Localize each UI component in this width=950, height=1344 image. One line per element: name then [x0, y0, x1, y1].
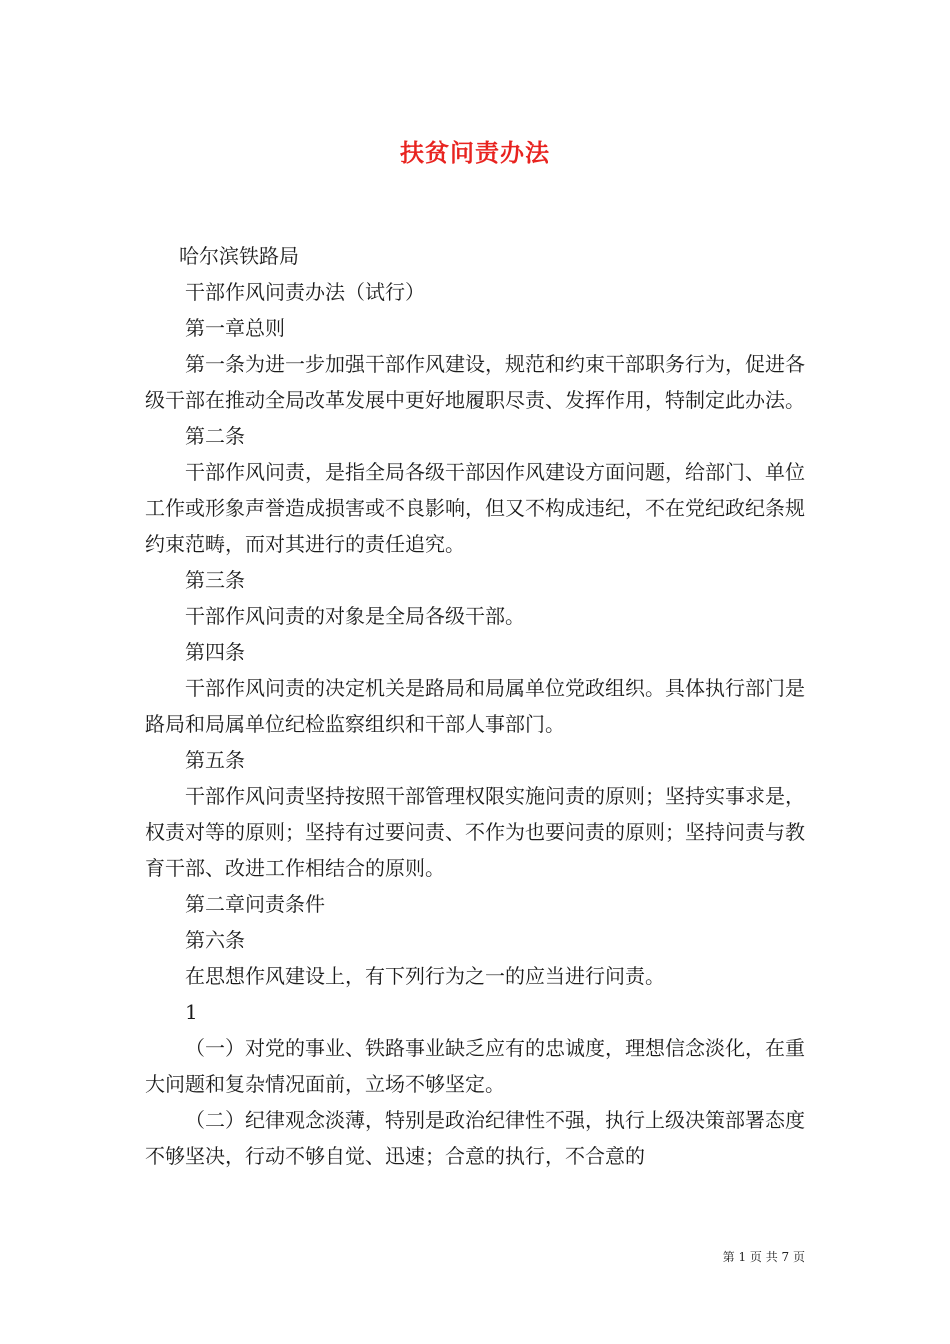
paragraph-clause-2: （二）纪律观念淡薄，特别是政治纪律性不强，执行上级决策部署态度不够坚决，行动不够自觉、迅速；合意的执行，不合意的 [145, 1108, 805, 1168]
paragraph-clause-1: （一）对党的事业、铁路事业缺乏应有的忠诚度，理想信念淡化，在重大问题和复杂情况面前，立场不够坚定。 [145, 1036, 805, 1096]
paragraph-article-5-heading: 第五条 [185, 748, 245, 772]
document-body [145, 238, 805, 1174]
paragraph-article-5: 干部作风问责坚持按照干部管理权限实施问责的原则；坚持实事求是，权责对等的原则；坚持有过要问责、不作为也要问责的原则；坚持问责与教育干部、改进工作相结合的原则。 [145, 784, 805, 880]
paragraph-doc-name: 干部作风问责办法（试行） [185, 280, 425, 304]
paragraph-article-3-heading: 第三条 [185, 568, 245, 592]
paragraph-chapter-2: 第二章问责条件 [185, 892, 325, 916]
paragraph-article-6-heading: 第六条 [185, 928, 245, 952]
paragraph-article-4: 干部作风问责的决定机关是路局和局属单位党政组织。具体执行部门是路局和局属单位纪检监察组织和干部人事部门。 [145, 676, 805, 736]
paragraph-chapter-1: 第一章总则 [185, 316, 285, 340]
paragraph-item-number: 1 [185, 1000, 198, 1024]
page-number: 第 1 页 共 7 页 [722, 1250, 805, 1264]
document-title: 扶贫问责办法 [400, 138, 550, 167]
paragraph-article-2-heading: 第二条 [185, 424, 245, 448]
paragraph-article-1: 第一条为进一步加强干部作风建设，规范和约束干部职务行为，促进各级干部在推动全局改革发展中更好地履职尽责、发挥作用，特制定此办法。 [145, 352, 805, 412]
paragraph-article-6: 在思想作风建设上，有下列行为之一的应当进行问责。 [185, 964, 665, 988]
paragraph-issuer: 哈尔滨铁路局 [179, 244, 299, 268]
paragraph-article-4-heading: 第四条 [185, 640, 245, 664]
paragraph-article-3: 干部作风问责的对象是全局各级干部。 [185, 604, 525, 628]
paragraph-article-2: 干部作风问责，是指全局各级干部因作风建设方面问题，给部门、单位工作或形象声誉造成损害或不良影响，但又不构成违纪，不在党纪政纪条规约束范畴，而对其进行的责任追究。 [145, 460, 805, 556]
